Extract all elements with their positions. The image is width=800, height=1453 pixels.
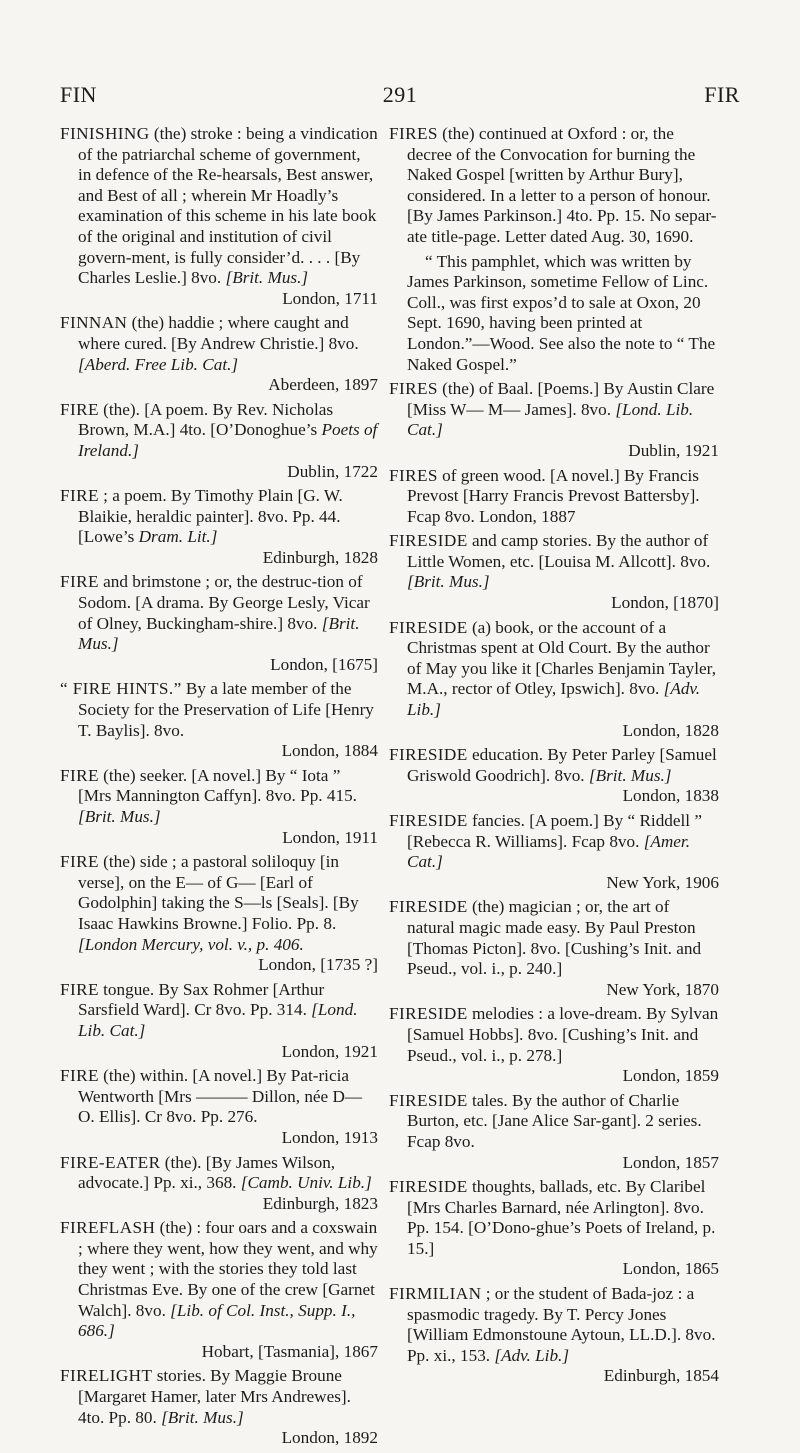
entry-imprint: London, 1865 <box>622 1259 719 1279</box>
note-text: “ This pamphlet, which was written by James Parkinson, sometime Fellow of Linc. Coll., was first expos’d to sale at Oxon, 20 Sept. 1690, having been printed at London.”—Wood. See also the note to “ The Naked Gospel.” <box>407 251 716 374</box>
entry-source: [Brit. Mus.] <box>225 268 309 288</box>
entry-note <box>389 252 719 376</box>
entry-heading: FIRESIDE <box>389 811 468 830</box>
entry-heading: FIRES <box>389 379 438 399</box>
catalog-entry <box>389 1091 719 1173</box>
entry-imprint: London, 1913 <box>281 1127 378 1147</box>
entry-body: (the) side ; a pastoral soliloquy [in verse], on the E— of G— [Earl of Godolphin] taking the S—ls [Seals]. [By Isaac Hawkins Browne.] Folio. Pp. 8. <box>78 852 359 933</box>
entry-body: (the) of Baal. [Poems.] By Austin Clare [Miss W— M— James]. 8vo. <box>407 379 715 419</box>
entry-body: (the) : four oars and a coxswain ; where they went, how they went, and why they went ; with the stories they told last Christmas Eve. By one of the crew [Garnet Walch]. 8vo. <box>78 1218 378 1320</box>
entry-imprint: London, 1857 <box>622 1152 719 1172</box>
catalog-entry <box>60 852 378 976</box>
catalog-entry <box>389 811 719 893</box>
entry-body: (the) magician ; or, the art of natural magic made easy. By Paul Preston [Thomas Picton]. 8vo. [Cushing’s Init. and Pseud., vol. i., p. 240.] <box>407 897 702 979</box>
catalog-entry <box>389 1284 719 1387</box>
entry-heading: FIRES <box>389 465 438 485</box>
entry-heading: FIRESIDE <box>389 1090 468 1110</box>
catalog-entry <box>389 379 719 461</box>
catalog-entry <box>60 313 378 395</box>
catalog-entry <box>60 679 378 761</box>
entry-heading: FIRESIDE <box>389 1177 468 1197</box>
entry-body: (the) stroke : being a vindication of the patriarchal scheme of government, in defence of the Re-hearsals, Best answer, and Best of all ; wherein Mr Hoadly’s examination of this scheme in his late book of the original and institution of civil govern-ment, is fully consider’d. . . . [By Charles Leslie.] 8vo. <box>78 124 378 288</box>
entry-imprint: London, 1884 <box>281 741 378 761</box>
entry-body: and brimstone ; or, the destruc-tion of Sodom. [A drama. By George Lesly, Vicar of Olney, Buckingham-shire.] 8vo. <box>78 572 370 633</box>
entry-heading: FIRE <box>60 572 99 592</box>
entry-source: Poets of Ireland.] <box>78 420 378 460</box>
page-number: 291 <box>382 82 418 107</box>
entry-source: [Lib. of Col. Inst., Supp. I., 686.] <box>78 1300 356 1341</box>
entry-heading: FIRE <box>60 399 99 419</box>
entry-heading: FINISHING <box>60 124 150 143</box>
catalog-entry <box>60 124 378 309</box>
entry-body: (the). [By James Wilson, advocate.] Pp. xi., 368. <box>78 1152 336 1193</box>
entry-imprint: New York, 1906 <box>606 872 719 892</box>
entry-source: [Adv. Lib.] <box>494 1345 570 1365</box>
catalog-entry <box>389 618 719 742</box>
entry-body: of green wood. [A novel.] By Francis Prevost [Harry Francis Prevost Battersby]. Fcap 8vo. London, 1887 <box>407 465 700 526</box>
header-right: FIR <box>704 82 740 107</box>
catalog-entry <box>60 572 378 675</box>
catalog-entry <box>60 980 378 1062</box>
entry-body: tales. By the author of Charlie Burton, etc. [Jane Alice Sar-gant]. 2 series. Fcap 8vo. <box>407 1090 702 1151</box>
catalog-entry <box>60 486 378 568</box>
catalog-entry <box>60 1218 378 1362</box>
entry-source: [Camb. Univ. Lib.] <box>240 1173 372 1193</box>
entry-heading: FIRES <box>389 124 438 143</box>
entry-imprint: London, [1675] <box>270 654 378 674</box>
entry-body: thoughts, ballads, etc. By Claribel [Mrs Charles Barnard, née Arlington]. 8vo. Pp. 154. [O’Dono-ghue’s Poets of Ireland, p. 15.] <box>407 1177 716 1258</box>
entry-imprint: Dublin, 1722 <box>287 461 378 481</box>
entry-imprint: Edinburgh, 1823 <box>262 1193 378 1213</box>
entry-body: tongue. By Sax Rohmer [Arthur Sarsfield Ward]. Cr 8vo. Pp. 314. <box>78 979 325 1020</box>
entry-imprint: London, 1892 <box>281 1428 378 1448</box>
entry-heading: FIRE <box>60 979 99 999</box>
entry-source: [Brit. Mus.] <box>407 572 490 592</box>
entry-body: ; or the student of Bada-joz : a spasmodic tragedy. By T. Percy Jones [William Edmonstoune Aytoun, LL.D.]. 8vo. Pp. xi., 153. <box>407 1284 716 1365</box>
entry-imprint: London, 1711 <box>282 288 378 308</box>
entry-source: [Brit. Mus.] <box>78 613 360 654</box>
entry-source: [Brit. Mus.] <box>588 765 672 785</box>
entry-body: (the). [A poem. By Rev. Nicholas Brown, M.A.] 4to. [O’Donoghue’s <box>78 399 334 440</box>
entry-imprint: New York, 1870 <box>606 979 719 999</box>
catalog-entry <box>389 1004 719 1086</box>
catalog-entry <box>60 766 378 848</box>
catalog-entry <box>389 1177 719 1280</box>
entry-heading: FINNAN <box>60 313 128 333</box>
entry-heading: FIRE <box>60 852 99 872</box>
entry-imprint: Dublin, 1921 <box>628 440 719 460</box>
entry-heading: FIRE <box>60 1066 99 1086</box>
entry-body: and camp stories. By the author of Little Women, etc. [Louisa M. Allcott]. 8vo. <box>407 531 711 571</box>
catalog-entry <box>389 897 719 1000</box>
catalog-entry <box>389 124 719 248</box>
entry-imprint: London, 1921 <box>281 1041 378 1061</box>
entry-source: [London Mercury, vol. v., p. 406. <box>78 934 304 954</box>
entry-source: Dram. Lit.] <box>138 527 218 547</box>
entry-heading: “ FIRE HINTS.” <box>60 679 182 699</box>
entry-imprint: London, 1828 <box>622 720 719 740</box>
entry-source: [Adv. Lib.] <box>407 679 701 720</box>
catalog-entry <box>60 1366 378 1448</box>
entry-body: fancies. [A poem.] By “ Riddell ” [Rebecca R. Williams]. Fcap 8vo. <box>407 811 702 851</box>
header-left: FIN <box>60 82 97 107</box>
catalog-entry <box>389 745 719 807</box>
entry-heading: FIRESIDE <box>389 1004 468 1024</box>
left-column <box>60 124 378 1453</box>
entry-body: By a late member of the Society for the Preservation of Life [Henry T. Baylis]. 8vo. <box>78 679 374 740</box>
catalog-entry <box>60 1153 378 1215</box>
entry-body: ; a poem. By Timothy Plain [G. W. Blaikie, heraldic painter]. 8vo. Pp. 44. [Lowe’s <box>78 486 343 547</box>
entry-heading: FIRESIDE <box>389 617 468 637</box>
entry-source: [Brit. Mus.] <box>161 1407 244 1427</box>
entry-source: [Lond. Lib. Cat.] <box>78 1000 358 1040</box>
entry-body: (a) book, or the account of a Christmas spent at Old Court. By the author of May you like it [Charles Benjamin Tayler, M.A., rector of Otley, Ipswich]. 8vo. <box>407 617 717 699</box>
entry-source: [Amer. Cat.] <box>407 831 691 872</box>
entry-body: (the) continued at Oxford : or, the decree of the Convocation for burning the Naked Gospel [written by Arthur Bury], considered. In a letter to a person of honour. [By James Parkinson.] 4to. Pp. 15. No separ-ate title-page. Letter dated Aug. 30, 1690. <box>407 124 717 246</box>
catalog-entry <box>60 400 378 482</box>
entry-imprint: Edinburgh, 1854 <box>603 1366 719 1386</box>
catalog-entry <box>389 466 719 528</box>
entry-heading: FIRMILIAN <box>389 1284 482 1304</box>
entry-imprint: London, 1911 <box>282 827 378 847</box>
entry-heading: FIRE-EATER <box>60 1152 161 1172</box>
entry-body: (the) within. [A novel.] By Pat-ricia Wentworth [Mrs ——— Dillon, née D— O. Ellis]. Cr 8vo. Pp. 276. <box>78 1066 363 1127</box>
entry-imprint: London, [1870] <box>611 593 719 613</box>
entry-source: [Lond. Lib. Cat.] <box>407 399 694 440</box>
entry-heading: FIRELIGHT <box>60 1366 153 1386</box>
entry-heading: FIREFLASH <box>60 1218 156 1238</box>
entry-heading: FIRESIDE <box>389 897 468 917</box>
running-header <box>60 82 740 112</box>
entry-body: (the) haddie ; where caught and where cured. [By Andrew Christie.] 8vo. <box>78 313 359 353</box>
right-column <box>389 124 719 1391</box>
entry-heading: FIRE <box>60 486 99 506</box>
entry-body: stories. By Maggie Broune [Margaret Hamer, later Mrs Andrewes]. 4to. Pp. 80. <box>78 1366 351 1427</box>
catalog-entry <box>60 1066 378 1148</box>
entry-body: education. By Peter Parley [Samuel Griswold Goodrich]. 8vo. <box>407 745 717 785</box>
entry-heading: FIRE <box>60 765 99 785</box>
entry-source: [Brit. Mus.] <box>78 807 161 826</box>
entry-heading: FIRESIDE <box>389 745 468 765</box>
entry-imprint: Hobart, [Tasmania], 1867 <box>201 1341 378 1361</box>
entry-imprint: London, 1859 <box>622 1066 719 1086</box>
entry-body: melodies : a love-dream. By Sylvan [Samuel Hobbs]. 8vo. [Cushing’s Init. and Pseud., vol. i., p. 278.] <box>407 1004 719 1065</box>
catalog-entry <box>389 531 719 613</box>
entry-imprint: Aberdeen, 1897 <box>268 375 378 395</box>
entry-imprint: Edinburgh, 1828 <box>262 547 378 567</box>
entry-source: [Aberd. Free Lib. Cat.] <box>78 354 239 374</box>
entry-imprint: London, [1735 ?] <box>258 955 378 975</box>
entry-body: (the) seeker. [A novel.] By “ Iota ” [Mrs Mannington Caffyn]. 8vo. Pp. 415. <box>78 765 357 806</box>
entry-heading: FIRESIDE <box>389 531 468 551</box>
entry-imprint: London, 1838 <box>622 786 719 806</box>
